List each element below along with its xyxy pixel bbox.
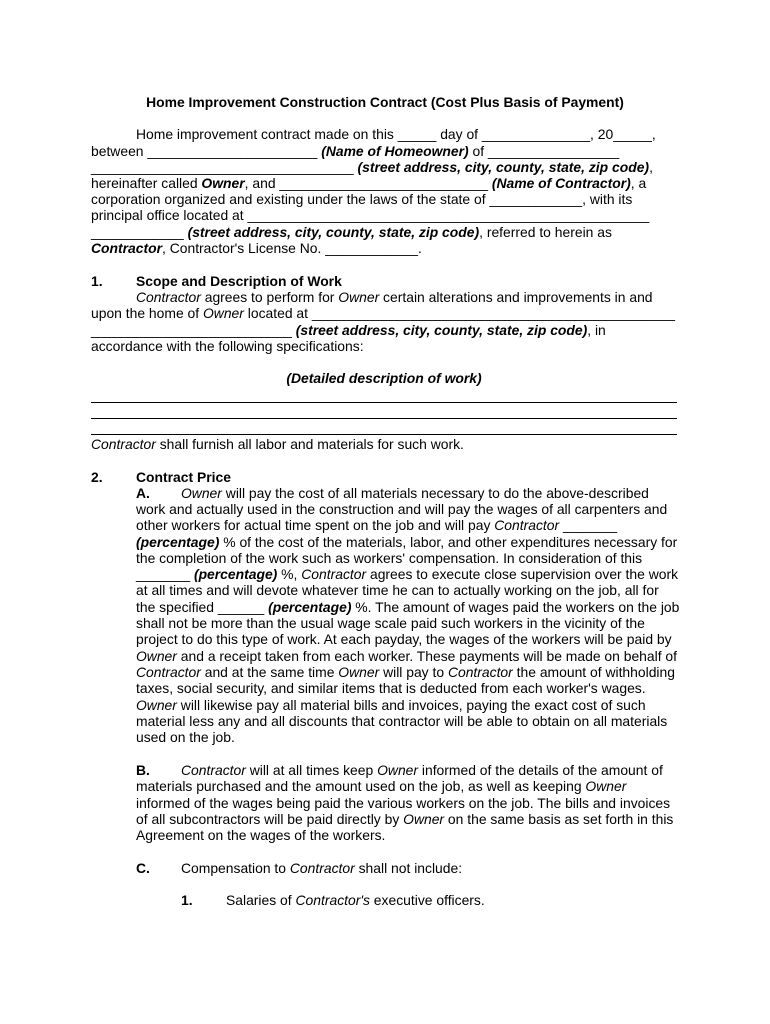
subsection-a-line-3: other workers for actual time spent on the job and will pay Contractor _______ [136,517,618,533]
intro-line-5: corporation organized and existing under the laws of the state of ____________, with its [91,191,633,207]
intro-line-2: between ______________________ (Name of Homeowner) of _________________ [91,143,620,159]
intro-line-4: hereinafter called Owner, and ___________________________ (Name of Contractor), a [91,175,647,191]
section-1-number: 1. [91,273,103,289]
blank-line-3 [91,434,677,435]
subsection-b-line-2: materials purchased and the amount used on the job, as well as keeping Owner [136,778,627,794]
blank-line-1 [91,402,677,403]
work-description-label: (Detailed description of work) [286,370,482,386]
subsection-a-line-16: used on the job. [136,729,235,745]
subsection-a-line-10: project to do this type of work. At each payday, the wages of the workers will be paid by [136,631,672,647]
subsection-b-line-5: Agreement on the wages of the workers. [136,827,386,843]
subsection-a-line-9: shall not be more than the usual wage scale paid such workers in the vicinity of the [136,615,645,631]
subsection-a-line-13: taxes, social security, and similar items that is deducted from each worker's wages. [136,680,646,696]
subsection-a-label: A. [136,485,150,501]
subsection-a-line-7: at all times and will devote whatever time he can to actually working on the job, all for [136,582,659,598]
section-1-line-2: upon the home of Owner located at _______________________________________________ [91,305,675,321]
subsection-c-line-1: Compensation to Contractor shall not include: [181,860,463,876]
subsection-b-line-3: informed of the wages being paid the various workers on the job. The bills and invoices [136,795,671,811]
subsection-b-label: B. [136,762,150,778]
subsection-a-line-14: Owner will likewise pay all material bills and invoices, paying the exact cost of such [136,697,646,713]
section-1-line-3: __________________________ (street address, city, county, state, zip code), in [91,322,606,338]
subsection-b-line-1: Contractor will at all times keep Owner informed of the details of the amount of [181,762,663,778]
section-1-line-4: accordance with the following specifications: [91,338,364,354]
subsection-a-line-15: material less any and all discounts that contractor will be able to obtain on all materials [136,713,668,729]
blank-line-2 [91,418,677,419]
intro-line-8: Contractor, Contractor's License No. ____________. [91,240,422,256]
section-2-number: 2. [91,469,103,485]
section-1-heading: Scope and Description of Work [136,273,342,289]
intro-line-1: Home improvement contract made on this _____ day of ______________, 20_____, [136,126,656,142]
intro-line-7: ____________ (street address, city, county, state, zip code), referred to herein as [91,224,612,240]
subsection-a-line-6: _______ (percentage) %, Contractor agrees to execute close supervision over the work [136,566,679,582]
item-1-text: Salaries of Contractor's executive officers. [226,892,485,908]
subsection-a-line-8: the specified ______ (percentage) %. The amount of wages paid the workers on the job [136,599,680,615]
subsection-a-line-4: (percentage) % of the cost of the materials, labor, and other expenditures necessary for [136,534,678,550]
document-title: Home Improvement Construction Contract (Cost Plus Basis of Payment) [146,94,624,110]
subsection-a-line-5: the completion of the work such as workers' compensation. In consideration of this [136,550,643,566]
subsection-c-label: C. [136,860,150,876]
subsection-a-line-12: Contractor and at the same time Owner will pay to Contractor the amount of withholding [136,664,675,680]
subsection-b-line-4: of all subcontractors will be paid directly by Owner on the same basis as set forth in this [136,811,674,827]
intro-line-3: __________________________________ (street address, city, county, state, zip code), [91,159,653,175]
intro-line-6: principal office located at ____________________________________________________ [91,207,650,223]
section-2-heading: Contract Price [136,469,231,485]
item-1-label: 1. [181,892,193,908]
section-1-line-5: Contractor shall furnish all labor and materials for such work. [91,436,464,452]
section-1-line-1: Contractor agrees to perform for Owner certain alterations and improvements in and [136,289,653,305]
subsection-a-line-1: Owner will pay the cost of all materials necessary to do the above-described [181,485,649,501]
subsection-a-line-11: Owner and a receipt taken from each worker. These payments will be made on behalf of [136,648,678,664]
subsection-a-line-2: work and actually used in the construction and will pay the wages of all carpenters and [136,501,668,517]
